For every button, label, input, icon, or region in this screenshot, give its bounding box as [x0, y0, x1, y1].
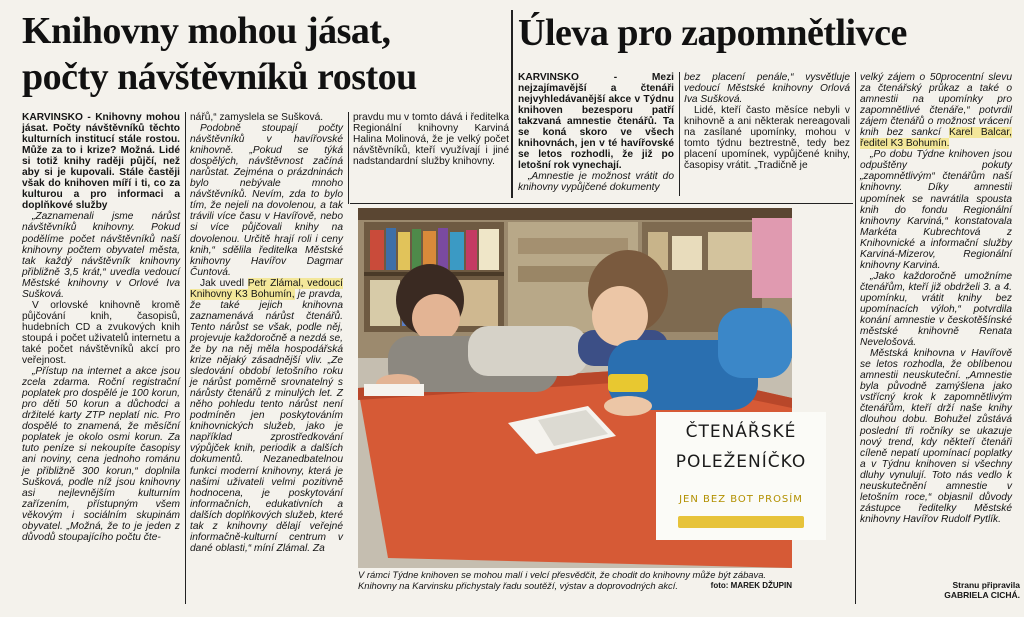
headline-divider	[511, 10, 513, 198]
sign-yellow-bar	[678, 516, 804, 528]
photo-children-reading	[358, 208, 807, 568]
left-article-column-3	[353, 112, 509, 200]
right-article-column-2	[684, 72, 850, 196]
column-rule-1	[185, 112, 186, 604]
column-rule-3	[679, 72, 680, 196]
left-col1-paragraph: „Přístup na internet a akce jsou zcela zdarma. Roční registrační poplatek pro dospělé je 100 korun, pro děti 50 korun a důchodci a držitelé karty ZTP neplatí nic. Pro dospělé to znamená, že měsíční poplatek je okolo osmi korun. Za tuto peníze si nekoupíte časopisy ani noviny, cena jednoho románu je přibližně 300 korun,“ doplnila Sušková, podle níž jsou knihovny asi nejlevnějším kulturním zařízením, přístupným všem věkovým i sociálním skupinám obyvatel. „Možná, že to je jeden z důvodů stoupajícího počtu čte-	[22, 366, 180, 543]
photo-caption	[358, 569, 792, 591]
left-headline-line1: Knihovny mohou jásat,	[22, 10, 391, 52]
left-col2-paragraph: Podobně stoupají počty návštěvníků v havířovské knihovně. „Pokud se týká dospělých, návštěvnost začíná narůstat. Zejména o prázdninách bylo nebývale mnoho návštěvníků. Nevím, zda to bylo tím, že nejeli na dovolenou, a tak trávili více času v Havířově, nebo si více půjčovali knihy na dovolenou. Určitě hrají roli i ceny knih,“ sdělila ředitelka Městské knihovny Havířov Dagmar Čuntová.	[190, 123, 343, 278]
right-headline: Úleva pro zapomnětlivce	[518, 12, 907, 54]
left-headline-line2: počty návštěvníků rostou	[22, 56, 417, 98]
right-dateline: KARVINSKO	[518, 72, 579, 83]
photo-sign	[656, 412, 826, 540]
left-col2-paragraph: nářů,“ zamyslela se Sušková.	[190, 112, 324, 123]
right-col1-paragraph: „Amnestie je možnost vrátit do knihovny vypůjčené dokumenty	[518, 171, 674, 194]
left-dateline: KARVINSKO	[22, 112, 83, 123]
right-article-column-1	[518, 72, 674, 196]
right-lead: - Mezi nejzajímavější a čtenáři nejvyhledávanější akce v Týdnu knihoven bezesporu patří takzvaná amnestie čtenářů. Ta se koná skoro ve všech knihovnách, jen v té havířovské se letos rozhodli, že již po letošní rok vynechají.	[518, 72, 674, 172]
sign-line-2: POLEŽENÍČKO	[675, 452, 807, 472]
right-col3-paragraph: Městská knihovna v Havířově se letos rozhodla, že oblíbenou amnestii neuskuteční. „Amnestie byla původně zamýšlena jako vstřícný krok k zapomnětlivým čtenářům, kteří drží naše knihy dlouhou dobu. Bohužel zůstává poslední tři ročníky se ukazuje nový trend, kdy někteří čtenáři cíleně nepatí upomínací poplatky a v Týdnu knihoven si všechny dluhy vynulují. Toto nás vedlo k neuskutečnění amnestie v letošním roce,“ objasnil důvody zástupce ředitelky Městské knihovny Havířov Rudolf Pytlík.	[860, 348, 1012, 525]
signoff-line-1: Stranu připravila	[952, 580, 1020, 590]
left-article-column-1	[22, 112, 180, 608]
highlighted-name-zlamal: Petr Zlámal, vedoucí Knihovny K3 Bohumín,	[190, 277, 343, 300]
column-rule-2	[348, 112, 349, 204]
left-col3-paragraph: pravdu mu v tomto dává i ředitelka Regionální knihovny Karviná Halina Molinová, že je velký počet návštěvníků, kteří využívají i jiné nadstandardní služby knihovny.	[353, 112, 509, 168]
photo-credit: foto: MAREK DŽUPIN	[710, 581, 792, 590]
highlighted-name-balcar: Karel Balcar, ředitel K3 Bohumín.	[860, 127, 1012, 150]
page-signoff	[930, 580, 1020, 600]
column-rule-4	[855, 72, 856, 604]
left-col2-text: je pravda, že také jejich knihovna zaznamenává nárůst čtenářů. Tento nárůst se však, podle něj, projevuje každoročně a nezdá se, že by na něj měla hospodářská krize nějaký zásadnější vliv. „Ze sledování období letošního roku je nárůst poměrně srovnatelný s nárůsty čtenářů z minulých let. Z něho pohledu tento nárůst není podmíněn jen poskytováním knihovnických služeb, jako je například zprostředkování výpůjček knih, periodik a dalších dokumentů. Nezanedbatelnou funkci moderní knihovny, která je našimi uživateli velmi pozitivně hodnocena, je poskytování informačních, edukativních a dalších doplňkových služeb, které tak z knihovny dělají veřejné informačně-kulturní centrum v dané oblasti,“ míní Zlámal. Za	[190, 288, 343, 554]
sign-line-1: ČTENÁŘSKÉ	[685, 422, 797, 442]
left-lead: - Knihovny mohou jásat. Počty návštěvníků těchto kulturních institucí stále rostou. Může za to i krize? Možná. Lidé si totiž knihy raději půjčí, než aby si je kupovali. Stále častěji však do knihoven míří i ti, co za kulturou a pro informaci a doplňkové služby	[22, 112, 180, 212]
signoff-line-2: GABRIELA CICHÁ.	[944, 590, 1020, 600]
left-article-column-2	[190, 112, 343, 608]
photo-top-rule	[350, 203, 853, 204]
right-col2-paragraph: bez placení penále,“ vysvětluje vedoucí Městské knihovny Orlová Iva Sušková.	[684, 72, 850, 106]
caption-text: V rámci Týdne knihoven se mohou malí i velcí přesvědčit, že chodit do knihovny může být zábava. Knihovny na Karvinsku přichystaly řadu soutěží, výstav a doprovodných akcí.	[358, 569, 767, 591]
right-col2-paragraph: Lidé, kteří často měsíce nebyli v knihovně a ani některak nereagovali na zasílané upomínky, mohou v tomto týdnu beztrestně, tedy bez placení upomínek, vypůjčené knihy, časopisy vrátit. „Tradičně je	[684, 105, 850, 172]
right-col3-text: velký zájem o 50procentní slevu za čtenářský průkaz a také o amnestii na upomínky pro zapomnětlivé čtenáře,“ potvrdil zájem čtenářů o možnost vrácení knih bez sankcí	[860, 72, 1012, 139]
right-article-column-3	[860, 72, 1012, 578]
right-col3-paragraph: „Jako každoročně umožníme čtenářům, kteří již obdrželi 3. a 4. upomínku, vrátit knihy bez upomínacích výloh,“ potvrdila konání amnestie v českotěšínské městské knihovně Renata Nevelošová.	[860, 270, 1012, 349]
left-col2-text: Jak uvedl	[200, 277, 248, 289]
left-col1-paragraph: „Zaznamenali jsme nárůst návštěvníků knihovny. Pokud podělíme počet návštěvníků naší knihovny počtem obyvatel města, tak každý návštěvník knihovny přibližně 3,5 krát,“ uvedla vedoucí Městské knihovny v Orlové Iva Sušková.	[22, 211, 180, 300]
sign-line-3: JEN BEZ BOT PROSÍM	[679, 494, 803, 505]
left-col1-paragraph: V orlovské knihovně kromě půjčování knih, časopisů, hudebních CD a zvukových knih stoupá i počet uživatelů internetu a také počet návštěvníků akcí pro veřejnost.	[22, 299, 180, 367]
right-col3-paragraph: „Po dobu Týdne knihoven jsou odpuštěny pokuty „zapomnětlivým“ čtenářům naší knihovny. Díky amnestii upomínek se navrátila spousta knih do fondu Regionální knihovny Karviná,“ konstatovala Markéta Kubrechtová z Knihovnické a informační služby Karviná-Mizerov, Regionální knihovny Karviná.	[860, 149, 1012, 271]
